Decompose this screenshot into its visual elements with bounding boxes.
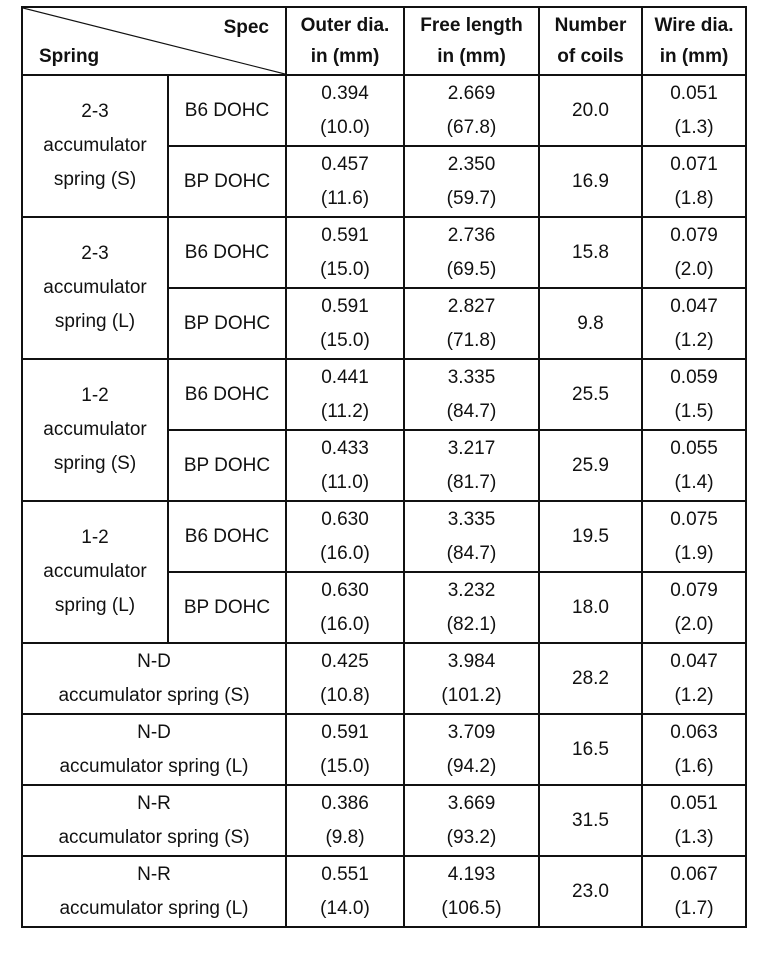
free-length-cell: 3.335 (84.7) bbox=[404, 501, 539, 572]
coils-cell: 28.2 bbox=[539, 643, 642, 714]
table-row bbox=[22, 714, 746, 785]
coils-cell: 9.8 bbox=[539, 288, 642, 359]
spring-name-cell: 1-2 accumulator spring (L) bbox=[22, 501, 168, 643]
outer-dia-cell: 0.551 (14.0) bbox=[286, 856, 404, 927]
outer-dia-cell: 0.630 (16.0) bbox=[286, 501, 404, 572]
spec-cell: B6 DOHC bbox=[168, 359, 286, 430]
spec-cell: B6 DOHC bbox=[168, 75, 286, 146]
spec-cell: BP DOHC bbox=[168, 288, 286, 359]
coils-cell: 19.5 bbox=[539, 501, 642, 572]
spec-header-label: Spec bbox=[223, 17, 269, 38]
spring-name-cell: 2-3 accumulator spring (L) bbox=[22, 217, 168, 359]
outer-dia-cell: 0.457 (11.6) bbox=[286, 146, 404, 217]
coils-header: Number of coils bbox=[539, 7, 642, 75]
wire-dia-cell: 0.055 (1.4) bbox=[642, 430, 746, 501]
spring-name-cell: N-R accumulator spring (S) bbox=[22, 785, 286, 856]
coils-cell: 23.0 bbox=[539, 856, 642, 927]
free-length-cell: 2.827 (71.8) bbox=[404, 288, 539, 359]
spec-cell: BP DOHC bbox=[168, 146, 286, 217]
free-length-cell: 3.709 (94.2) bbox=[404, 714, 539, 785]
free-length-cell: 2.736 (69.5) bbox=[404, 217, 539, 288]
outer-dia-cell: 0.425 (10.8) bbox=[286, 643, 404, 714]
outer-dia-header: Outer dia. in (mm) bbox=[286, 7, 404, 75]
free-length-cell: 3.669 (93.2) bbox=[404, 785, 539, 856]
spec-cell: BP DOHC bbox=[168, 430, 286, 501]
wire-dia-cell: 0.063 (1.6) bbox=[642, 714, 746, 785]
free-length-cell: 4.193 (106.5) bbox=[404, 856, 539, 927]
spec-cell: B6 DOHC bbox=[168, 217, 286, 288]
coils-cell: 16.9 bbox=[539, 146, 642, 217]
outer-dia-cell: 0.591 (15.0) bbox=[286, 217, 404, 288]
wire-dia-cell: 0.071 (1.8) bbox=[642, 146, 746, 217]
spring-spec-table bbox=[21, 6, 747, 928]
free-length-header: Free length in (mm) bbox=[404, 7, 539, 75]
coils-cell: 20.0 bbox=[539, 75, 642, 146]
coils-cell: 18.0 bbox=[539, 572, 642, 643]
wire-dia-cell: 0.047 (1.2) bbox=[642, 288, 746, 359]
spec-cell: BP DOHC bbox=[168, 572, 286, 643]
table-row bbox=[22, 856, 746, 927]
outer-dia-cell: 0.386 (9.8) bbox=[286, 785, 404, 856]
free-length-cell: 3.984 (101.2) bbox=[404, 643, 539, 714]
table-row bbox=[22, 643, 746, 714]
wire-dia-cell: 0.059 (1.5) bbox=[642, 359, 746, 430]
outer-dia-cell: 0.591 (15.0) bbox=[286, 288, 404, 359]
outer-dia-cell: 0.441 (11.2) bbox=[286, 359, 404, 430]
coils-cell: 16.5 bbox=[539, 714, 642, 785]
table-row bbox=[22, 359, 746, 430]
table-row bbox=[22, 217, 746, 288]
free-length-cell: 2.669 (67.8) bbox=[404, 75, 539, 146]
coils-cell: 15.8 bbox=[539, 217, 642, 288]
coils-cell: 25.5 bbox=[539, 359, 642, 430]
spring-header-label: Spring bbox=[39, 46, 100, 67]
outer-dia-cell: 0.630 (16.0) bbox=[286, 572, 404, 643]
wire-dia-cell: 0.047 (1.2) bbox=[642, 643, 746, 714]
wire-dia-cell: 0.067 (1.7) bbox=[642, 856, 746, 927]
header-row bbox=[22, 7, 746, 75]
spring-name-cell: N-D accumulator spring (S) bbox=[22, 643, 286, 714]
free-length-cell: 3.335 (84.7) bbox=[404, 359, 539, 430]
spring-name-cell: N-R accumulator spring (L) bbox=[22, 856, 286, 927]
table-row bbox=[22, 75, 746, 146]
spring-name-cell: N-D accumulator spring (L) bbox=[22, 714, 286, 785]
free-length-cell: 3.232 (82.1) bbox=[404, 572, 539, 643]
spring-name-cell: 2-3 accumulator spring (S) bbox=[22, 75, 168, 217]
wire-dia-cell: 0.079 (2.0) bbox=[642, 217, 746, 288]
outer-dia-cell: 0.591 (15.0) bbox=[286, 714, 404, 785]
wire-dia-cell: 0.075 (1.9) bbox=[642, 501, 746, 572]
wire-dia-cell: 0.079 (2.0) bbox=[642, 572, 746, 643]
outer-dia-cell: 0.394 (10.0) bbox=[286, 75, 404, 146]
coils-cell: 31.5 bbox=[539, 785, 642, 856]
free-length-cell: 2.350 (59.7) bbox=[404, 146, 539, 217]
table-row bbox=[22, 501, 746, 572]
wire-dia-header: Wire dia. in (mm) bbox=[642, 7, 746, 75]
outer-dia-cell: 0.433 (11.0) bbox=[286, 430, 404, 501]
spec-spring-corner-header bbox=[22, 7, 286, 75]
wire-dia-cell: 0.051 (1.3) bbox=[642, 785, 746, 856]
wire-dia-cell: 0.051 (1.3) bbox=[642, 75, 746, 146]
coils-cell: 25.9 bbox=[539, 430, 642, 501]
spec-cell: B6 DOHC bbox=[168, 501, 286, 572]
free-length-cell: 3.217 (81.7) bbox=[404, 430, 539, 501]
table-row bbox=[22, 785, 746, 856]
spring-name-cell: 1-2 accumulator spring (S) bbox=[22, 359, 168, 501]
